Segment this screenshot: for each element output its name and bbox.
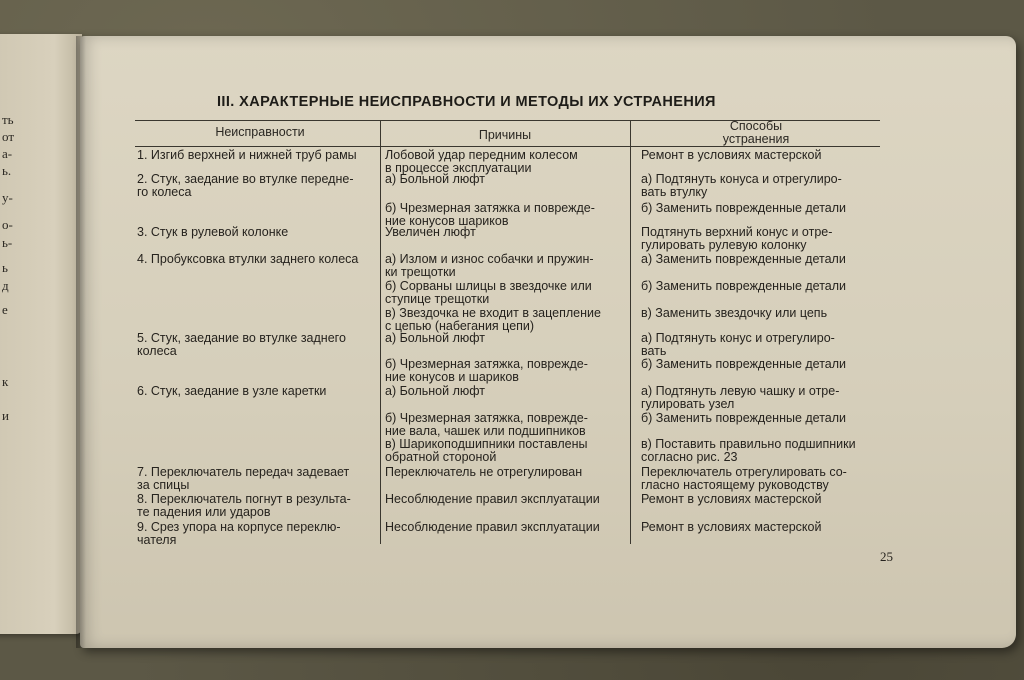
faults-cell-line: те падения или ударов: [137, 504, 271, 519]
faults-cell-line: 2. Стук, заедание во втулке передне-: [137, 172, 354, 186]
causes-cell-line: с цепью (набегания цепи): [385, 318, 535, 333]
remedies-cell-line: а) Подтянуть конуса и отрегулиро-: [641, 172, 842, 186]
remedies-cell-line: Подтянуть верхний конус и отре-: [641, 225, 833, 239]
page-number: 25: [880, 549, 893, 564]
left-page-fragment: е: [2, 302, 8, 317]
remedies-cell-line: а) Подтянуть левую чашку и отре-: [641, 384, 840, 398]
left-page-fragment: о-: [2, 217, 13, 232]
remedies-cell-line: согласно рис. 23: [641, 449, 738, 464]
causes-cell-line: а) Больной люфт: [385, 384, 485, 398]
left-page-fragment: а-: [2, 146, 13, 161]
causes-cell-line: в) Звездочка не входит в зацепление: [385, 306, 601, 320]
faults-cell-line: чателя: [137, 532, 177, 547]
book-spine-shadow: [76, 36, 86, 648]
faults-cell-line: 5. Стук, заедание во втулке заднего: [137, 331, 346, 345]
causes-cell-line: Увеличен люфт: [385, 225, 476, 239]
faults-cell-line: 6. Стук, заедание в узле каретки: [137, 384, 327, 398]
faults-cell-line: го колеса: [137, 184, 192, 199]
faults-cell-line: 8. Переключатель погнут в результа-: [137, 492, 351, 506]
previous-page: [0, 34, 82, 634]
remedies-cell-line: в) Заменить звездочку или цепь: [641, 306, 828, 320]
left-page-fragment: д: [2, 278, 9, 293]
left-page-fragment: и: [2, 408, 9, 423]
header-remedies-line1: Способы: [729, 119, 783, 133]
remedies-cell-line: б) Заменить поврежденные детали: [641, 201, 847, 215]
causes-cell-line: ние конусов шариков: [385, 213, 509, 228]
faults-cell-line: 9. Срез упора на корпусе переклю-: [137, 520, 341, 534]
causes-cell-line: обратной стороной: [385, 449, 497, 464]
left-page-fragment: у-: [2, 190, 13, 205]
causes-cell-line: Переключатель не отрегулирован: [385, 465, 583, 479]
remedies-cell-line: гулировать рулевую колонку: [641, 237, 807, 252]
causes-cell-line: Несоблюдение правил эксплуатации: [385, 492, 600, 506]
remedies-cell-line: Ремонт в условиях мастерской: [641, 148, 822, 162]
remedies-cell-line: а) Заменить поврежденные детали: [641, 252, 846, 266]
faults-cell-line: за спицы: [137, 477, 190, 492]
left-page-fragment: ть: [2, 112, 14, 127]
left-page-fragment: к: [2, 374, 9, 389]
remedies-cell-line: вать втулку: [641, 184, 708, 199]
causes-cell-line: ние конусов и шариков: [385, 369, 519, 384]
remedies-cell-line: в) Поставить правильно подшипники: [641, 437, 856, 451]
column-divider-1: [380, 120, 381, 544]
causes-cell-line: Несоблюдение правил эксплуатации: [385, 520, 600, 534]
remedies-cell-line: вать: [641, 343, 667, 358]
faults-cell-line: колеса: [137, 343, 177, 358]
left-page-fragment: от: [2, 129, 15, 144]
left-page-fragment: ь.: [2, 163, 12, 178]
header-remedies-line2: устранения: [722, 132, 790, 146]
page-title: III. ХАРАКТЕРНЫЕ НЕИСПРАВНОСТИ И МЕТОДЫ ИХ УСТРАНЕНИЯ: [217, 94, 716, 110]
causes-cell-line: а) Больной люфт: [385, 331, 485, 345]
remedies-cell-line: Переключатель отрегулировать со-: [641, 465, 847, 479]
causes-cell-line: в процессе эксплуатации: [385, 160, 532, 175]
header-causes: Причины: [478, 128, 532, 142]
causes-cell-line: ние вала, чашек или подшипников: [385, 423, 586, 438]
remedies-cell-line: б) Заменить поврежденные детали: [641, 411, 847, 425]
faults-cell-line: 1. Изгиб верхней и нижней труб рамы: [137, 148, 357, 162]
causes-cell-line: б) Сорваны шлицы в звездочке или: [385, 279, 592, 293]
causes-cell-line: б) Чрезмерная затяжка, поврежде-: [385, 411, 588, 425]
causes-cell-line: ки трещотки: [385, 264, 456, 279]
header-faults: Неисправности: [215, 125, 305, 139]
causes-cell-line: а) Больной люфт: [385, 172, 485, 186]
remedies-cell-line: Ремонт в условиях мастерской: [641, 492, 822, 506]
causes-cell-line: Лобовой удар передним колесом: [385, 148, 578, 162]
remedies-cell-line: гулировать узел: [641, 396, 735, 411]
causes-cell-line: а) Излом и износ собачки и пружин-: [385, 252, 594, 266]
left-page-fragment: ь-: [2, 235, 13, 250]
remedies-cell-line: гласно настоящему руководству: [641, 477, 829, 492]
faults-cell-line: 4. Пробуксовка втулки заднего колеса: [137, 252, 359, 266]
remedies-cell-line: б) Заменить поврежденные детали: [641, 279, 847, 293]
causes-cell-line: б) Чрезмерная затяжка и поврежде-: [385, 201, 595, 215]
left-page-fragment: ь: [2, 260, 8, 275]
causes-cell-line: ступице трещотки: [385, 291, 490, 306]
faults-cell-line: 7. Переключатель передач задевает: [137, 465, 350, 479]
causes-cell-line: б) Чрезмерная затяжка, поврежде-: [385, 357, 588, 371]
remedies-cell-line: б) Заменить поврежденные детали: [641, 357, 847, 371]
causes-cell-line: в) Шарикоподшипники поставлены: [385, 437, 588, 451]
remedies-cell-line: а) Подтянуть конус и отрегулиро-: [641, 331, 835, 345]
faults-cell-line: 3. Стук в рулевой колонке: [137, 225, 289, 239]
column-divider-2: [630, 120, 631, 544]
header-bottom-rule: [135, 146, 880, 147]
remedies-cell-line: Ремонт в условиях мастерской: [641, 520, 822, 534]
